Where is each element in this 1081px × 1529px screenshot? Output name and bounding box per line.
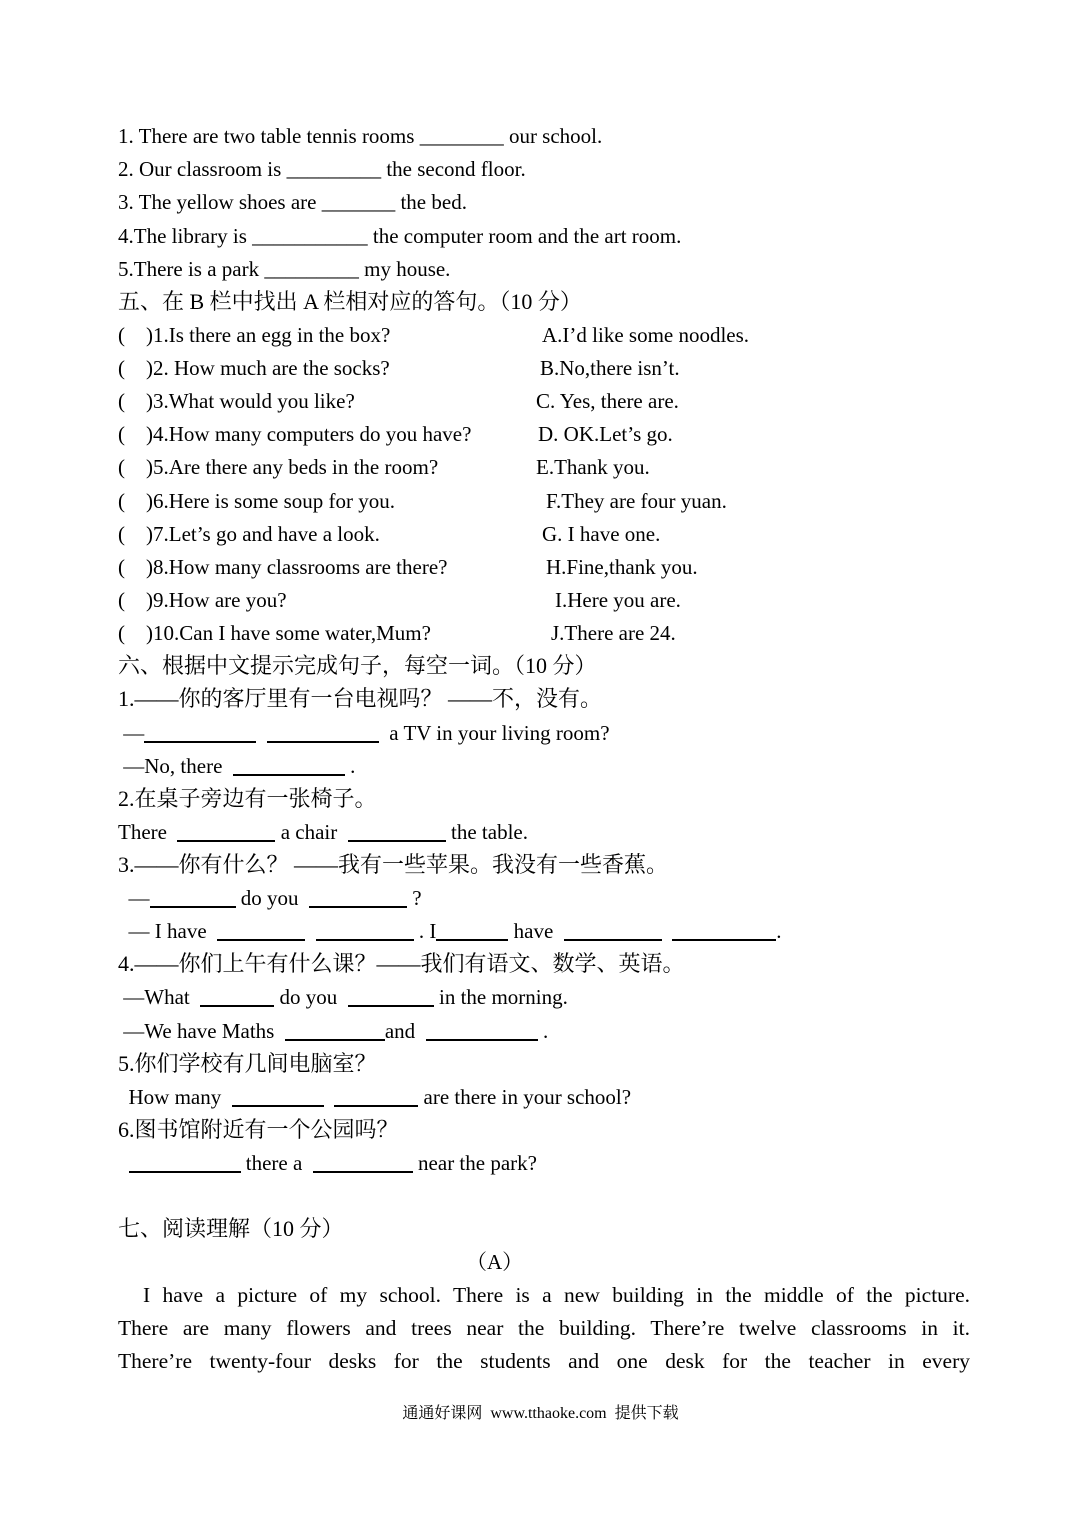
- match-question: ( )1.Is there an egg in the box?: [118, 323, 391, 347]
- part6-q2-line1: There a chair the table.: [118, 820, 528, 844]
- match-row: [118, 355, 838, 381]
- part6-q4-line1: —What do you in the morning.: [118, 985, 568, 1009]
- part6-q1-chinese: 1.——你的客厅里有一台电视吗？ ——不，没有。: [118, 686, 603, 711]
- match-question: ( )2. How much are the socks?: [118, 356, 390, 380]
- answer-blank[interactable]: [285, 1019, 385, 1041]
- part6-q6-chinese: 6.图书馆附近有一个公园吗？: [118, 1117, 399, 1142]
- part6-q4-chinese: 4.——你们上午有什么课？——我们有语文、数学、英语。: [118, 951, 685, 976]
- part6-q1-line1: — a TV in your living room?: [118, 721, 610, 745]
- match-question: ( )3.What would you like?: [118, 389, 355, 413]
- match-answer: I.Here you are.: [555, 588, 681, 612]
- answer-blank[interactable]: [217, 919, 305, 941]
- part6-q3-line1: — do you ?: [118, 886, 422, 910]
- answer-blank[interactable]: [348, 985, 434, 1007]
- part6-q5-chinese: 5.你们学校有几间电脑室？: [118, 1051, 377, 1076]
- part6-q6-line1: there a near the park?: [118, 1150, 537, 1176]
- match-question: ( )7.Let’s go and have a look.: [118, 522, 380, 546]
- part4-item-2: 2. Our classroom is _________ the second floor.: [118, 157, 526, 181]
- part4-item-3: 3. The yellow shoes are _______ the bed.: [118, 190, 467, 214]
- match-answer: H.Fine,thank you.: [546, 555, 698, 579]
- match-row: [118, 521, 838, 547]
- match-row: [118, 421, 838, 447]
- part4-item-5: 5.There is a park _________ my house.: [118, 257, 451, 281]
- answer-blank[interactable]: [177, 820, 275, 842]
- passage-line: There’re twenty-four desks for the students and one desk for the teacher in every: [118, 1349, 970, 1373]
- page-footer: 通通好课网 www.tthaoke.com 提供下载: [402, 1405, 679, 1422]
- answer-blank[interactable]: [267, 721, 379, 743]
- match-answer: D. OK.Let’s go.: [538, 422, 673, 446]
- part7-subheading: （A）: [466, 1250, 524, 1274]
- part4-item-4: 4.The library is ___________ the computer room and the art room.: [118, 224, 682, 248]
- passage-line: There are many flowers and trees near the building. There’re twelve classrooms in it.: [118, 1316, 970, 1340]
- answer-blank[interactable]: [564, 919, 662, 941]
- answer-blank[interactable]: [426, 1019, 538, 1041]
- answer-blank[interactable]: [232, 1085, 324, 1107]
- match-row: [118, 554, 838, 580]
- match-answer: E.Thank you.: [536, 455, 650, 479]
- answer-blank[interactable]: [144, 721, 256, 743]
- match-answer: B.No,there isn’t.: [540, 356, 680, 380]
- part7-heading: 七、阅读理解（10 分）: [118, 1216, 344, 1241]
- match-answer: J.There are 24.: [551, 621, 676, 645]
- reading-passage: [118, 1279, 970, 1378]
- part6-q3-chinese: 3.——你有什么？ ——我有一些苹果。我没有一些香蕉。: [118, 852, 669, 877]
- part6-q1-line2: —No, there .: [118, 754, 356, 778]
- match-answer: G. I have one.: [542, 522, 661, 546]
- answer-blank[interactable]: [672, 919, 776, 941]
- answer-blank[interactable]: [436, 919, 508, 941]
- match-row: [118, 587, 838, 613]
- match-row: [118, 388, 838, 414]
- answer-blank[interactable]: [129, 1151, 241, 1173]
- answer-blank[interactable]: [334, 1085, 418, 1107]
- answer-blank[interactable]: [316, 919, 414, 941]
- part6-q2-chinese: 2.在桌子旁边有一张椅子。: [118, 786, 377, 811]
- match-question: ( )8.How many classrooms are there?: [118, 555, 448, 579]
- match-question: ( )4.How many computers do you have?: [118, 422, 472, 446]
- match-row: [118, 488, 838, 514]
- match-row: [118, 620, 838, 646]
- match-question: ( )5.Are there any beds in the room?: [118, 455, 439, 479]
- answer-blank[interactable]: [313, 1151, 413, 1173]
- answer-blank[interactable]: [200, 985, 274, 1007]
- match-question: ( )9.How are you?: [118, 588, 287, 612]
- passage-line: I have a picture of my school. There is a new building in the middle of the picture.: [143, 1283, 970, 1307]
- match-answer: A.I’d like some noodles.: [542, 323, 750, 347]
- match-answer: C. Yes, there are.: [536, 389, 679, 413]
- part6-q5-line1: How many are there in your school?: [118, 1085, 632, 1109]
- part6-q3-line2: — I have . I have .: [118, 919, 782, 943]
- part6-heading: 六、根据中文提示完成句子，每空一词。（10 分）: [118, 653, 597, 678]
- part4-item-1: 1. There are two table tennis rooms ________ our school.: [118, 124, 603, 148]
- part5-heading: 五、在 B 栏中找出 A 栏相对应的答句。（10 分）: [118, 289, 582, 314]
- match-answer: F.They are four yuan.: [546, 489, 727, 513]
- match-question: ( )10.Can I have some water,Mum?: [118, 621, 431, 645]
- answer-blank[interactable]: [348, 820, 446, 842]
- match-row: [118, 454, 838, 480]
- answer-blank[interactable]: [150, 886, 236, 908]
- answer-blank[interactable]: [309, 886, 407, 908]
- match-row: [118, 322, 838, 348]
- match-question: ( )6.Here is some soup for you.: [118, 489, 396, 513]
- part6-q4-line2: —We have Maths and .: [118, 1019, 549, 1043]
- answer-blank[interactable]: [233, 754, 345, 776]
